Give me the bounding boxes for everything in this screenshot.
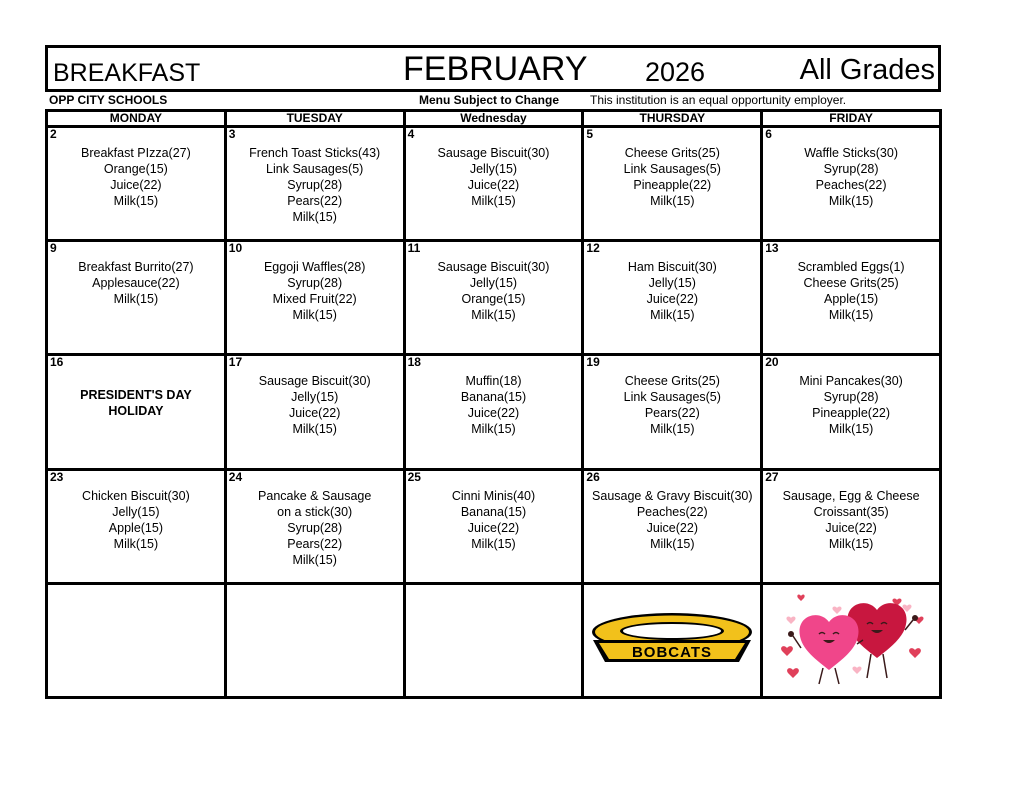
menu-item: Peaches(22): [815, 178, 887, 192]
menu-item: Pineapple(22): [812, 406, 891, 421]
empty-cell: [47, 583, 226, 697]
bobcats-logo-icon: [589, 610, 755, 670]
menu-item: Juice(22): [467, 406, 520, 421]
menu-item: Banana(15): [460, 504, 527, 519]
menu-item: Sausage Biscuit(30): [258, 374, 371, 389]
empty-cell: [404, 583, 583, 697]
school-name: OPP CITY SCHOOLS: [49, 93, 168, 107]
day-cell: [225, 469, 404, 583]
day-number: 5: [586, 127, 594, 141]
menu-item: Pancake & Sausage: [258, 488, 372, 503]
menu-item: Milk(15): [471, 308, 516, 323]
menu-item: Juice(22): [646, 292, 698, 307]
menu-item: Link Sausages(5): [623, 162, 721, 176]
menu-item: Jelly(15): [291, 390, 339, 405]
menu-item: Waffle Sticks(30): [804, 146, 898, 160]
menu-item: Cheese Grits(25): [624, 374, 720, 389]
day-number: 23: [50, 469, 64, 484]
menu-item: Cinni Minis(40): [451, 488, 536, 503]
day-number: 25: [407, 469, 421, 484]
holiday-label: [48, 356, 224, 419]
day-number: 20: [765, 355, 779, 370]
day-number: 19: [586, 355, 600, 370]
menu-item: Pears(22): [644, 406, 700, 421]
menu-item: Syrup(28): [823, 162, 879, 176]
menu-item: Milk(15): [292, 308, 337, 323]
day-cell: [762, 469, 941, 583]
day-number: 24: [228, 469, 243, 484]
menu-items: [584, 356, 760, 437]
weekday-header-row: [47, 111, 941, 127]
menu-items: [227, 242, 403, 323]
day-number: 11: [407, 241, 421, 256]
menu-item: Apple(15): [108, 520, 163, 535]
day-number: 9: [50, 241, 57, 256]
menu-item: Orange(15): [103, 162, 168, 176]
day-cell: [404, 241, 583, 355]
menu-item: Milk(15): [650, 422, 695, 437]
title-banner: [45, 45, 941, 92]
menu-items: [227, 128, 403, 225]
day-number: 13: [765, 241, 779, 256]
day-cell: [404, 469, 583, 583]
menu-items: [763, 242, 939, 323]
menu-item: Scrambled Eggs(1): [797, 260, 905, 275]
menu-item: Mini Pancakes(30): [799, 374, 903, 389]
day-cell: [583, 355, 762, 469]
day-cell: [47, 127, 226, 241]
menu-item: Apple(15): [823, 292, 879, 307]
menu-item: Syrup(28): [287, 178, 343, 192]
menu-items: [584, 242, 760, 323]
menu-item: Applesauce(22): [92, 276, 180, 291]
menu-item: Chicken Biscuit(30): [82, 488, 190, 503]
menu-item: Milk(15): [650, 308, 695, 323]
day-cell: [583, 241, 762, 355]
day-cell: [47, 355, 226, 469]
menu-items: [584, 471, 760, 552]
menu-items: [406, 471, 582, 552]
menu-item: Orange(15): [461, 292, 526, 307]
day-cell: [404, 355, 583, 469]
day-number: 26: [586, 469, 600, 484]
day-number: 18: [407, 355, 421, 370]
menu-item: Link Sausages(5): [266, 162, 364, 176]
menu-item: Milk(15): [292, 552, 337, 567]
valentine-hearts-icon: [767, 588, 935, 692]
day-cell: [225, 355, 404, 469]
menu-item: Milk(15): [650, 194, 695, 208]
menu-item: Jelly(15): [648, 276, 696, 291]
menu-items: [227, 356, 403, 437]
menu-item: Milk(15): [292, 422, 337, 437]
logo-cell: [583, 583, 762, 697]
weekday-friday: FRIDAY: [762, 111, 941, 127]
menu-item: Jelly(15): [469, 162, 518, 176]
menu-item: Milk(15): [292, 210, 337, 224]
menu-item: Sausage, Egg & Cheese: [782, 488, 920, 503]
day-number: 3: [228, 127, 236, 141]
menu-item: Muffin(18): [465, 374, 522, 389]
day-cell: [47, 469, 226, 583]
weekday-tuesday: TUESDAY: [225, 111, 404, 127]
menu-item: Jelly(15): [469, 276, 518, 291]
footer-row: [47, 583, 941, 697]
menu-item: Milk(15): [113, 536, 159, 551]
menu-item: Milk(15): [471, 422, 516, 437]
menu-items: [48, 128, 224, 209]
menu-calendar: [45, 109, 942, 699]
day-cell: [47, 241, 226, 355]
weekday-thursday: THURSDAY: [583, 111, 762, 127]
menu-item: Milk(15): [113, 292, 159, 307]
menu-items: [763, 471, 939, 552]
menu-items: [227, 471, 403, 568]
menu-item: Juice(22): [110, 178, 162, 192]
weekday-monday: MONDAY: [47, 111, 226, 127]
menu-item: Juice(22): [825, 520, 877, 535]
menu-item: Milk(15): [828, 308, 874, 323]
menu-item: Sausage & Gravy Biscuit(30): [592, 488, 753, 503]
menu-items: [48, 242, 224, 307]
menu-item: Jelly(15): [112, 504, 160, 519]
menu-item: Breakfast Burrito(27): [78, 260, 194, 275]
menu-items: [48, 471, 224, 552]
logo-text: BOBCATS: [632, 644, 713, 662]
holiday-line: PRESIDENT'S DAY: [80, 388, 192, 403]
empty-cell: [225, 583, 404, 697]
grades-title: All Grades: [799, 54, 935, 86]
day-cell: [762, 355, 941, 469]
menu-change-notice: Menu Subject to Change: [419, 93, 560, 107]
menu-item: Link Sausages(5): [623, 390, 721, 405]
hearts-cell: [762, 583, 941, 697]
day-cell: [583, 127, 762, 241]
menu-item: Cheese Grits(25): [803, 276, 899, 291]
menu-item: Juice(22): [467, 178, 520, 192]
week-row: [47, 127, 941, 241]
menu-item: Peaches(22): [636, 504, 708, 519]
menu-item: Milk(15): [471, 536, 516, 551]
day-cell: [225, 127, 404, 241]
menu-item: Juice(22): [288, 406, 341, 421]
menu-item: Syrup(28): [823, 390, 879, 405]
day-number: 17: [228, 355, 243, 370]
menu-item: Sausage Biscuit(30): [437, 260, 550, 275]
menu-items: [406, 128, 582, 209]
menu-items: [763, 356, 939, 437]
menu-item: Banana(15): [460, 390, 527, 405]
year-title: 2026: [645, 57, 706, 87]
day-number: 16: [50, 355, 64, 370]
day-number: 6: [765, 127, 772, 141]
menu-item: Milk(15): [828, 422, 874, 437]
day-cell: [404, 127, 583, 241]
day-number: 12: [586, 241, 600, 256]
menu-items: [406, 356, 582, 437]
menu-item: Sausage Biscuit(30): [437, 146, 550, 160]
month-title: FEBRUARY: [403, 50, 588, 88]
menu-item: Syrup(28): [287, 520, 343, 535]
menu-item: Cheese Grits(25): [624, 146, 720, 160]
menu-item: Eggoji Waffles(28): [263, 260, 366, 275]
menu-item: Ham Biscuit(30): [627, 260, 717, 275]
holiday-line: HOLIDAY: [108, 404, 164, 419]
menu-item: French Toast Sticks(43): [249, 146, 381, 160]
day-cell: [762, 241, 941, 355]
menu-item: Syrup(28): [287, 276, 343, 291]
day-number: 4: [407, 127, 415, 141]
day-number: 2: [50, 127, 57, 141]
week-row: [47, 241, 941, 355]
menu-item: Milk(15): [113, 194, 159, 208]
menu-item: Pears(22): [287, 536, 343, 551]
day-number: 27: [765, 469, 779, 484]
menu-item: Milk(15): [828, 536, 874, 551]
menu-items: [406, 242, 582, 323]
eoe-statement: This institution is an equal opportunity employer.: [590, 93, 847, 107]
menu-items: [763, 128, 939, 209]
menu-item: Croissant(35): [813, 504, 889, 519]
menu-item: Milk(15): [828, 194, 874, 208]
menu-item: Juice(22): [646, 520, 698, 535]
menu-item: Pineapple(22): [633, 178, 712, 192]
meal-title: BREAKFAST: [53, 59, 201, 87]
menu-item: Milk(15): [471, 194, 516, 208]
menu-item: Juice(22): [467, 520, 520, 535]
menu-items: [584, 128, 760, 209]
menu-item: Pears(22): [287, 194, 343, 208]
day-cell: [762, 127, 941, 241]
weekday-wednesday: Wednesday: [404, 111, 583, 127]
week-row: [47, 469, 941, 583]
day-cell: [583, 469, 762, 583]
menu-item: on a stick(30): [277, 504, 353, 519]
menu-item: Milk(15): [650, 536, 695, 551]
day-cell: [225, 241, 404, 355]
day-number: 10: [228, 241, 243, 256]
menu-item: Breakfast PIzza(27): [81, 146, 191, 160]
menu-item: Mixed Fruit(22): [272, 292, 357, 307]
week-row: [47, 355, 941, 469]
